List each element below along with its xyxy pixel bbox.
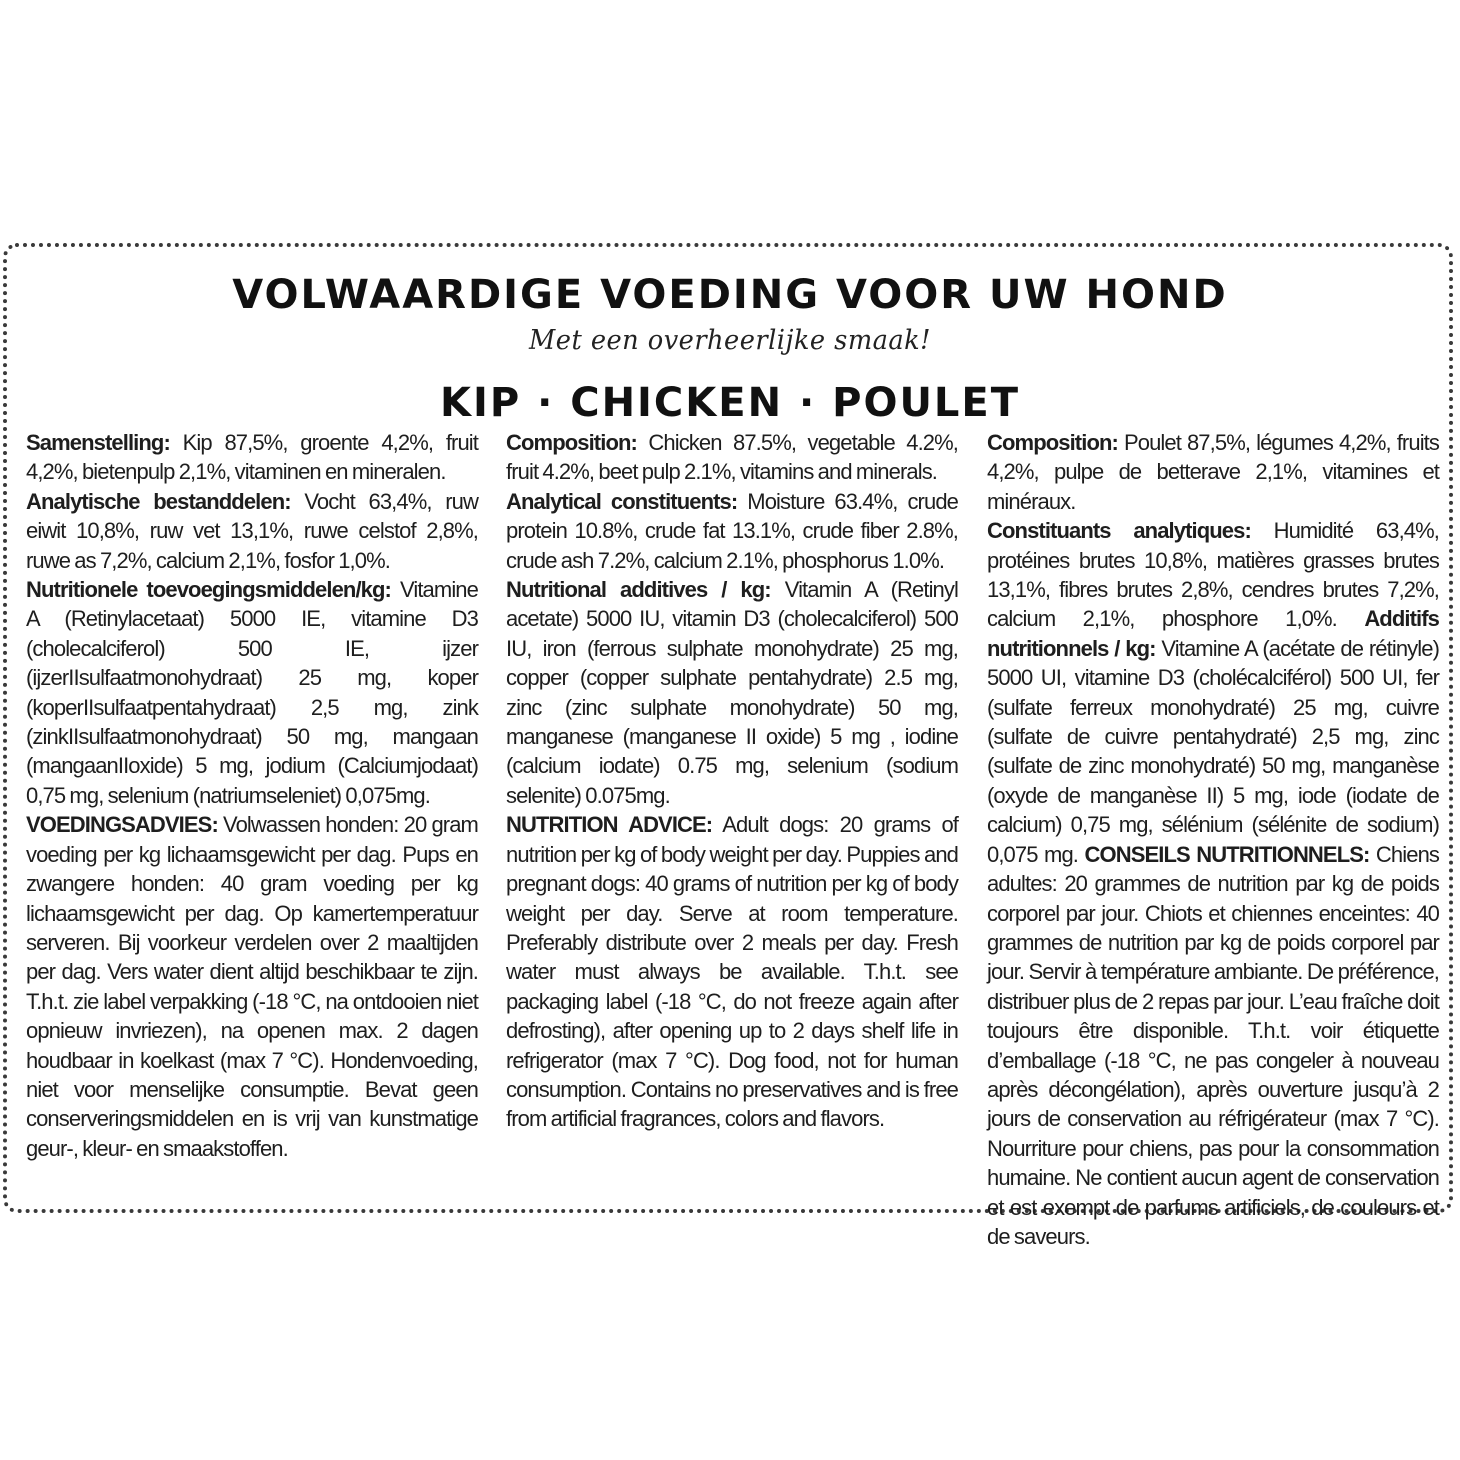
analytical-label: Analytical constituents: [506, 488, 738, 514]
analytical-section [26, 487, 478, 575]
additives-label: Nutritional additives / kg: [506, 577, 771, 603]
additives-label: Additifs nutritionnels / kg: [987, 606, 1439, 661]
additives-text: Vitamin A (Retinyl acetate) 5000 IU, vitamin D3 (cholecalciferol) 500 IU, iron (ferrous sulphate monohydrate) 25 mg, copper (copper sulphate pentahydrate) 2.5 mg, zinc (zinc sulphate monohydrate) 50 mg, manganese (manganese II oxide) 5 mg , iodine (calcium iodate) 0.75 mg, selenium (sodium selenite) 0.075mg. [506, 577, 958, 808]
advice-text: Volwassen honden: 20 gram voeding per kg lichaamsgewicht per dag. Pups en zwangere honden: 40 gram voeding per kg lichaamsgewicht per dag. Op kamertemperatuur serveren. Bij voorkeur verdelen over 2 maaltijden per dag. Vers water dient altijd beschikbaar te zijn. T.h.t. zie label verpakking (-18 °C, na ontdooien niet opnieuw invriezen), na openen max. 2 dagen houdbaar in koelkast (max 7 °C). Hondenvoeding, niet voor menselijke consumptie. Bevat geen conserveringsmiddelen en is vrij van kunstmatige geur-, kleur- en smaakstoffen. [26, 812, 478, 1161]
advice-section [26, 810, 478, 1163]
analytical-text: Humidité 63,4%, protéines brutes 10,8%, matières grasses brutes 13,1%, fibres brutes 2,8%, cendres brutes 7,2%, calcium 2,1%, phosphore 1,0%. [987, 518, 1439, 632]
analytical-label: Analytische bestanddelen: [26, 488, 291, 514]
composition-label: Composition: [506, 430, 637, 455]
page-title: VOLWAARDIGE VOEDING VOOR UW HOND [232, 272, 1228, 318]
composition-text: Chicken 87.5%, vegetable 4.2%, fruit 4.2%, beet pulp 2.1%, vitamins and minerals. [506, 430, 958, 485]
advice-label: NUTRITION ADVICE: [506, 812, 713, 838]
additives-text: Vitamine A (acétate de rétinyle) 5000 UI, vitamine D3 (cholécalciférol) 500 UI, fer (sulfate ferreux monohydraté) 25 mg, cuivre (sulfate de cuivre pentahydraté) 2,5 mg, zinc (sulfate de zinc monohydraté) 50 mg, manganèse (oxyde de manganèse II) 5 mg, iode (iodate de calcium) 0,75 mg, sélénium (sélénite de sodium) 0,075 mg. [987, 635, 1440, 867]
composition-section [987, 428, 1439, 516]
tagline: Met een overheerlijke smaak! [529, 325, 931, 356]
product-name: KIP · CHICKEN · POULET [439, 380, 1021, 426]
additives-label: Nutritionele toevoegingsmiddelen/kg: [26, 577, 391, 603]
analytical-text: Moisture 63.4%, crude protein 10.8%, crude fat 13.1%, crude fiber 2.8%, crude ash 7.2%, calcium 2.1%, phosphorus 1.0%. [506, 488, 958, 573]
advice-label: CONSEILS NUTRITIONNELS: [1084, 841, 1370, 867]
advice-label: VOEDINGSADVIES: [26, 812, 218, 838]
analytical-label: Constituants analytiques: [987, 518, 1251, 544]
analytical-additives-section [987, 516, 1439, 1251]
additives-text: Vitamine A (Retinylacetaat) 5000 IE, vitamine D3 (cholecalciferol) 500 IE, ijzer (ijzerIIsulfaatmonohydraat) 25 mg, koper (koperIIsulfaatpentahydraat) 2,5 mg, zink (zinkIIsulfaatmonohydraat) 50 mg, mangaan (mangaanIIoxide) 5 mg, jodium (Calciumjodaat) 0,75 mg, selenium (natriumseleniet) 0,075mg. [26, 577, 478, 808]
additives-section [26, 575, 478, 810]
advice-text: Chiens adultes: 20 grammes de nutrition par kg de poids corporel par jour. Chiots et chiennes enceintes: 40 grammes de nutrition par kg de poids corporel par jour. Servir à température ambiante. De préférence, distribuer plus de 2 repas par jour. L’eau fraîche doit toujours être disponible. T.h.t. voir étiquette d’emballage (-18 °C, ne pas congeler à nouveau après décongélation), après ouverture jusqu’à 2 jours de conservation au réfrigérateur (max 7 °C). Nourriture pour chiens, pas pour la consommation humaine. Ne contient aucun agent de conservation et est exempt de parfums artificiels, de couleurs et de saveurs. [987, 841, 1440, 1249]
analytical-section [506, 487, 958, 575]
advice-section [506, 810, 958, 1133]
column-english [506, 428, 958, 1134]
additives-section [506, 575, 958, 810]
composition-section [506, 428, 958, 487]
composition-text: Poulet 87,5%, légumes 4,2%, fruits 4,2%, pulpe de betterave 2,1%, vitamines et minéraux. [987, 430, 1439, 514]
composition-text: Kip 87,5%, groente 4,2%, fruit 4,2%, bietenpulp 2,1%, vitaminen en mineralen. [26, 430, 478, 485]
analytical-text: Vocht 63,4%, ruw eiwit 10,8%, ruw vet 13,1%, ruwe celstof 2,8%, ruwe as 7,2%, calcium 2,1%, fosfor 1,0%. [26, 488, 478, 573]
column-dutch [26, 428, 478, 1163]
composition-label: Composition: [987, 430, 1118, 455]
composition-section [26, 428, 478, 487]
column-french [987, 428, 1439, 1251]
advice-text: Adult dogs: 20 grams of nutrition per kg of body weight per day. Puppies and pregnant dogs: 40 grams of nutrition per kg of body weight per day. Serve at room temperature. Preferably distribute over 2 meals per day. Fresh water must always be available. T.h.t. see packaging label (-18 °C, do not freeze again after defrosting), after opening up to 2 days shelf life in refrigerator (max 7 °C). Dog food, not for human consumption. Contains no preservatives and is free from artificial fragrances, colors and flavors. [506, 812, 958, 1132]
composition-label: Samenstelling: [26, 430, 170, 455]
